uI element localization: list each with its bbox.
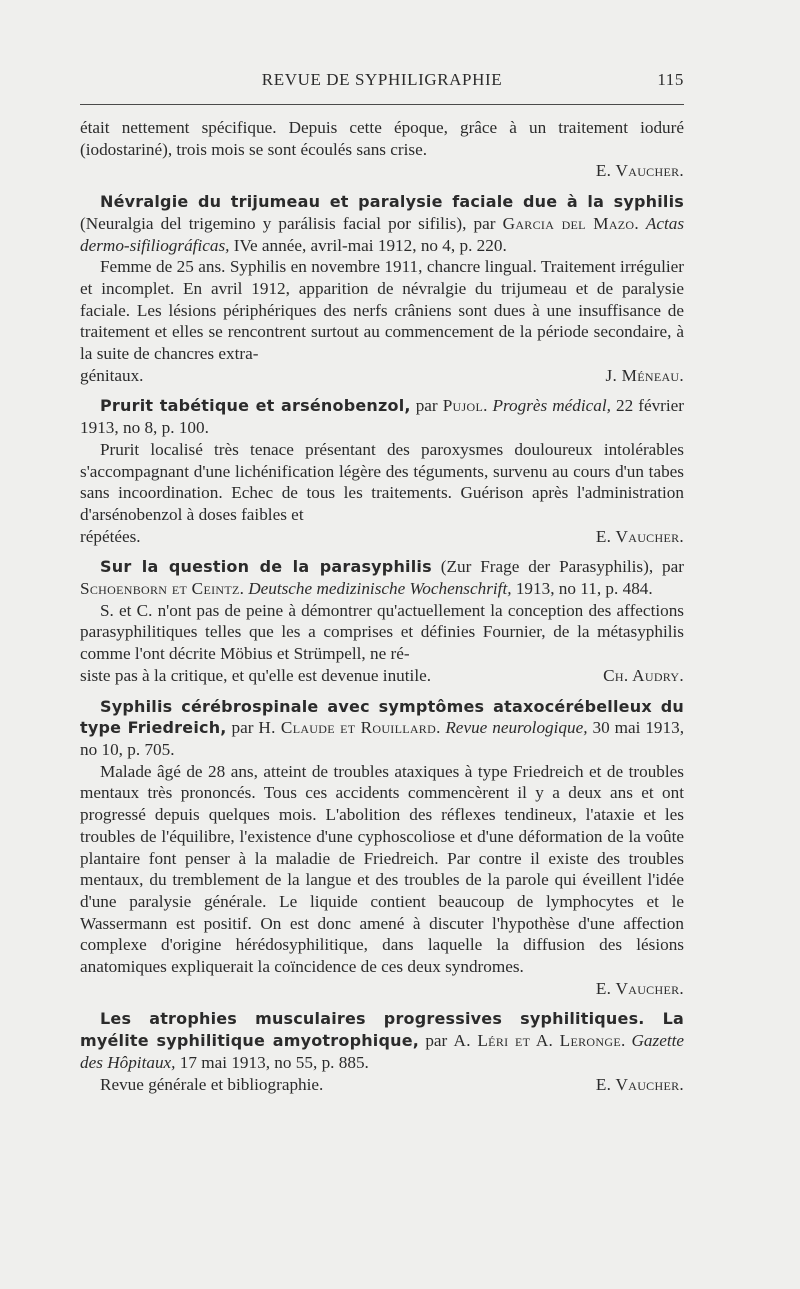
journal-title: REVUE DE SYPHILIGRAPHIE: [261, 70, 503, 89]
entry-lastline: répétées. E. Vaucher.: [80, 526, 684, 546]
intro-signature: E. Vaucher.: [595, 161, 684, 181]
entry-heading: Les atrophies musculaires progressives syphilitiques. La myélite syphilitique amyotrophique, par A. Léri et A. Leronge. Gazette des Hôpitaux, 17 mai 1913, no 55, p. 885.: [80, 1009, 685, 1072]
entry-heading: Syphilis cérébrospinale avec symptômes ataxocérébelleux du type Friedreich, par H. Claude et Rouillard. Revue neurologique, 30 mai 1913, no 10, p. 705.: [80, 696, 684, 759]
entry-signature: Ch. Audry.: [603, 665, 684, 685]
entry-lastline: Revue générale et bibliographie. E. Vaucher.: [100, 1074, 684, 1094]
entry-heading: Prurit tabétique et arsénobenzol, par Pujol. Progrès médical, 22 février 1913, no 8, p. 100.: [80, 396, 685, 438]
entry-authors: Schoenborn et Ceintz: [80, 579, 240, 599]
entry-title: Névralgie du trijumeau et paralysie faciale due à la syphilis: [100, 192, 684, 212]
entry-title: Syphilis cérébrospinale avec symptômes ataxocérébelleux du type Friedreich,: [80, 696, 684, 738]
entry-heading: Névralgie du trijumeau et paralysie faciale due à la syphilis (Neuralgia del trigemino y parálisis facial por sifilis), par Garcia del Mazo. Actas dermo-sifiliográficas, IVe année, avril-mai 1912, no 4, p. 220.: [80, 192, 685, 255]
entry-signature: E. Vaucher.: [595, 978, 684, 998]
entry-journal: Actas dermo-sifiliográficas,: [80, 213, 685, 255]
entry-signature: E. Vaucher.: [595, 526, 684, 546]
header-rule: [80, 104, 684, 105]
entry-lastline: [80, 978, 684, 1000]
entry-journal: Progrès médical,: [492, 396, 611, 416]
entry-heading: Sur la question de la parasyphilis (Zur Frage der Parasyphilis), par Schoenborn et Ceintz. Deutsche medizinische Wochenschrift, 1913, no 11, p. 484.: [80, 557, 684, 599]
entry-title: Sur la question de la parasyphilis: [100, 557, 432, 577]
entry-authors: H. Claude et Rouillard: [258, 718, 437, 738]
entry-body: Prurit localisé très tenace présentant des paroxysmes douloureux intolérables s'accompagnant d'une lichénification légère des téguments, survenu au cours d'un tabes sans incoordination. Echec de tous les traitements. Guérison après l'administration d'arsénobenzol à doses faibles et: [80, 439, 684, 524]
entry-body: Malade âgé de 28 ans, atteint de troubles ataxiques à type Friedreich et de troubles mentaux très prononcés. Tous ces accidents commencèrent il y a deux ans et ont progressé depuis quelques mois. L'abolition des réflexes tendineux, l'ataxie et les troubles de l'équilibre, l'existence d'une cyphoscoliose et d'une déformation de la voûte plantaire font penser à la maladie de Friedreich. Par contre il existe des troubles mentaux, du tremblement de la langue et des troubles de la parole qui éveillent l'idée d'une paralysie générale. Le liquide contient beaucoup de lymphocytes et le Wassermann est positif. On est donc amené à discuter l'hypothèse d'une affection complexe d'origine hérédosyphilitique, dans laquelle la diffusion des lésions anatomiques expliquerait la coïncidence de ces deux syndromes.: [80, 761, 684, 977]
entry-title: Prurit tabétique et arsénobenzol,: [100, 396, 411, 416]
entry-journal: Gazette des Hôpitaux,: [80, 1031, 685, 1072]
entry-body: Femme de 25 ans. Syphilis en novembre 1911, chancre lingual. Traitement irrégulier et incomplet. En avril 1912, apparition de névralgie du trijumeau et de paralysie faciale. Les lésions périphériques des nerfs crâniens sont dues à une insuffisance de traitement et elles se rencontrent surtout au commencement de la période secondaire, à la suite de chancres extra-: [80, 257, 684, 364]
entry-authors: A. Léri et A. Leronge: [453, 1031, 621, 1051]
entry-signature: E. Vaucher.: [595, 1074, 684, 1094]
entry-authors: Garcia del Mazo: [502, 213, 635, 233]
entry-authors: Pujol: [442, 396, 484, 416]
entry-journal: Revue neurologique,: [445, 718, 588, 738]
page-number: 115: [657, 70, 684, 89]
entry-body: S. et C. n'ont pas de peine à démontrer qu'actuellement la conception des affections parasyphilitiques telles que les a comprises et définies Fournier, de la métasyphilis comme l'ont décrite Möbius et Strümpell, ne ré-: [80, 600, 684, 664]
entry-signature: J. Méneau.: [605, 365, 684, 385]
article-body: [80, 117, 684, 1095]
running-header: [80, 64, 684, 92]
entry-lastline: siste pas à la critique, et qu'elle est devenue inutile. Ch. Audry.: [80, 665, 684, 685]
intro-paragraph: était nettement spécifique. Depuis cette époque, grâce à un traitement ioduré (iodostariné), trois mois se sont écoulés sans crise.: [80, 118, 684, 159]
entry-journal: Deutsche medizinische Wochenschrift,: [248, 579, 512, 599]
entry-lastline: génitaux. J. Méneau.: [80, 365, 684, 385]
entry-title: Les atrophies musculaires progressives syphilitiques. La myélite syphilitique amyotrophique,: [80, 1009, 684, 1051]
